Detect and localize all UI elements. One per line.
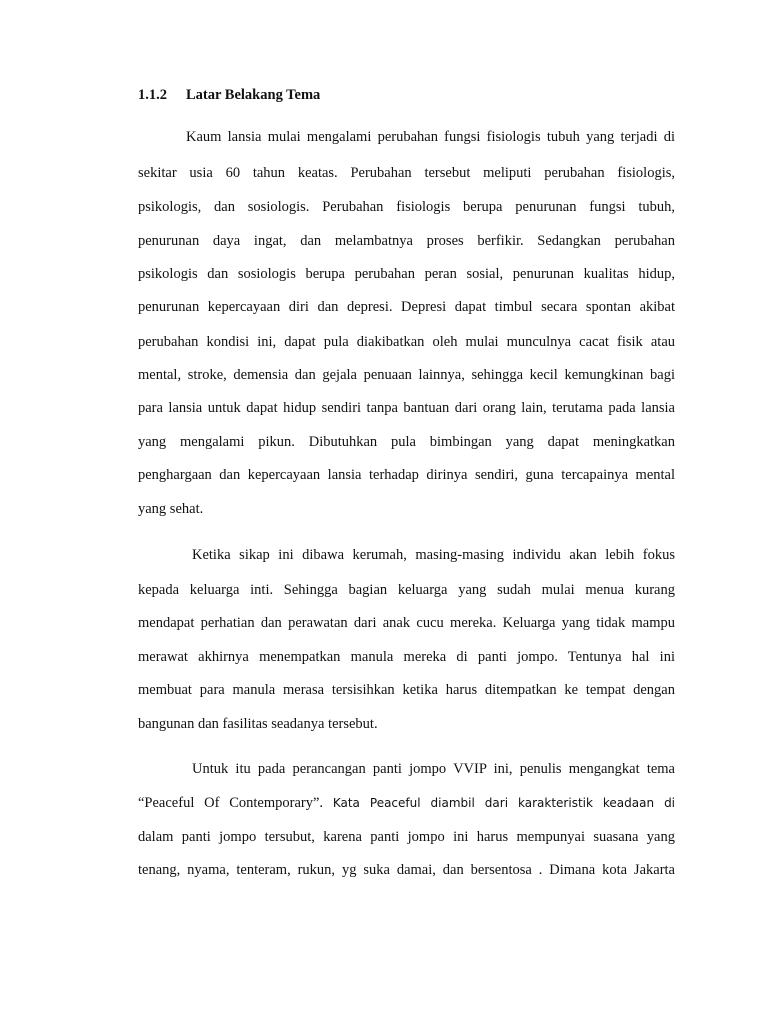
paragraph-1-line: mental, stroke, demensia dan gejala penuaan lainnya, sehingga kecil kemungkinan bagi (138, 367, 675, 383)
theme-explanation: Kata Peaceful diambil dari karakteristik keadaan di (332, 796, 676, 810)
paragraph-2-line: merawat akhirnya menempatkan manula mereka di panti jompo. Tentunya hal ini (138, 649, 675, 665)
paragraph-1-line: psikologis dan sosiologis berupa perubahan peran sosial, penurunan kualitas hidup, (138, 266, 675, 282)
paragraph-3-line: Untuk itu pada perancangan panti jompo VVIP ini, penulis mengangkat tema (192, 761, 675, 777)
paragraph-1-line: Kaum lansia mulai mengalami perubahan fungsi fisiologis tubuh yang terjadi di (186, 129, 675, 145)
paragraph-1-line: perubahan kondisi ini, dapat pula diakibatkan oleh mulai munculnya cacat fisik atau (138, 334, 675, 350)
paragraph-1-line: para lansia untuk dapat hidup sendiri tanpa bantuan dari orang lain, terutama pada lansia (138, 400, 675, 416)
paragraph-2-line: kepada keluarga inti. Sehingga bagian keluarga yang sudah mulai menua kurang (138, 582, 675, 598)
paragraph-1-line: penurunan kepercayaan diri dan depresi. Depresi dapat timbul secara spontan akibat (138, 299, 675, 315)
paragraph-3-line: tenang, nyama, tenteram, rukun, yg suka damai, dan bersentosa . Dimana kota Jakarta (138, 862, 675, 878)
paragraph-2-line: bangunan dan fasilitas seadanya tersebut. (138, 716, 378, 732)
paragraph-2-line: Ketika sikap ini dibawa kerumah, masing-masing individu akan lebih fokus (192, 547, 675, 563)
paragraph-1-line: penurunan daya ingat, dan melambatnya proses berfikir. Sedangkan perubahan (138, 233, 675, 249)
paragraph-1-line: psikologis, dan sosiologis. Perubahan fisiologis berupa penurunan fungsi tubuh, (138, 199, 675, 215)
paragraph-1-line: sekitar usia 60 tahun keatas. Perubahan tersebut meliputi perubahan fisiologis, (138, 165, 675, 181)
paragraph-1-line: yang sehat. (138, 501, 204, 517)
theme-quote: “Peaceful Of Contemporary”. (138, 795, 324, 811)
paragraph-2-line: membuat para manula merasa tersisihkan ketika harus ditempatkan ke tempat dengan (138, 682, 675, 698)
paragraph-1-line: yang mengalami pikun. Dibutuhkan pula bimbingan yang dapat meningkatkan (138, 434, 675, 450)
section-title: Latar Belakang Tema (186, 87, 321, 103)
section-heading (138, 87, 320, 104)
paragraph-3-line: dalam panti jompo tersubut, karena panti jompo ini harus mempunyai suasana yang (138, 829, 675, 845)
paragraph-3-line-mixed (138, 793, 675, 813)
section-number: 1.1.2 (138, 87, 167, 103)
paragraph-2-line: mendapat perhatian dan perawatan dari anak cucu mereka. Keluarga yang tidak mampu (138, 615, 675, 631)
paragraph-1-line: penghargaan dan kepercayaan lansia terhadap dirinya sendiri, guna tercapainya mental (138, 467, 675, 483)
